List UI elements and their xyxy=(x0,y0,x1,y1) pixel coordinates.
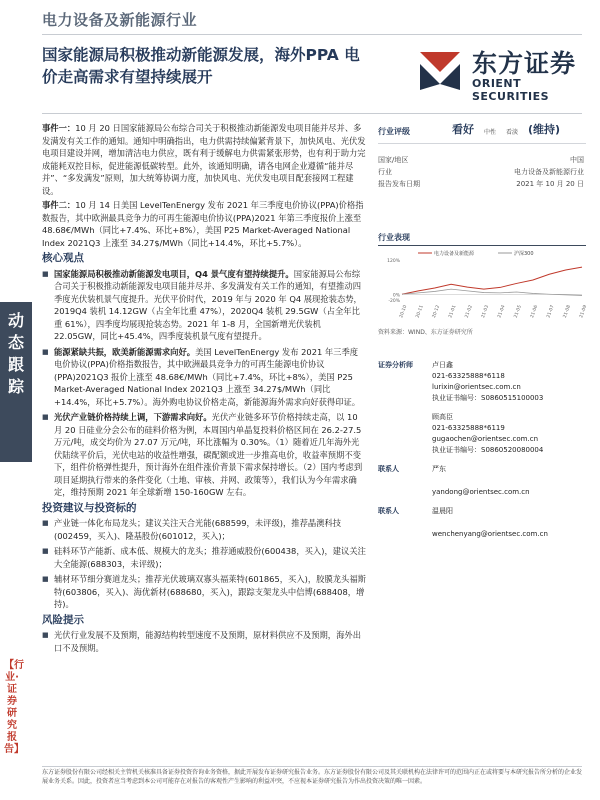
core-point-bold: 光伏产业链价格持续上调，下游需求向好。 xyxy=(54,412,212,422)
contact-role: 联系人 xyxy=(378,465,399,473)
chart-x-tick: 21-04 xyxy=(497,304,507,319)
analyst-name: 顾高臣 xyxy=(432,413,453,421)
info-value: 2021 年 10 月 20 日 xyxy=(516,180,584,188)
info-row xyxy=(378,154,586,166)
analyst-license: 执业证书编号：S0860515100003 xyxy=(432,394,544,402)
chart-x-tick: 20-10 xyxy=(399,304,409,319)
rating-row xyxy=(378,122,586,144)
logo-english: ORIENT SECURITIES xyxy=(472,77,550,103)
contact-name: 严东 xyxy=(432,465,446,473)
event-two-label: 事件二： xyxy=(42,200,76,210)
core-point xyxy=(42,268,366,343)
info-key: 行业 xyxy=(378,168,392,176)
core-point-bold: 国家能源局积极推动新能源发电项目，Q4 景气度有望持续提升。 xyxy=(54,268,294,279)
analyst-block xyxy=(378,360,586,404)
logo-mark-icon xyxy=(416,44,464,94)
side-char-2: 态 xyxy=(7,333,24,352)
chart-x-tick: 21-09 xyxy=(579,304,589,319)
chart-x-tick: 21-08 xyxy=(562,304,572,319)
chart-x-tick: 21-06 xyxy=(530,304,540,319)
logo-chinese: 东方证券 xyxy=(472,49,577,78)
side-char-3: 跟 xyxy=(7,355,24,374)
invest-point: ■ 硅料环节产能新、成本低、规模大的龙头；推荐通威股份(600438，买入)，建议关注大全能源(688303，未评级)； xyxy=(42,545,366,570)
chart-legend-label: 沪深300 xyxy=(514,251,534,257)
rating-label: 行业评级 xyxy=(378,127,410,136)
side-tab-label xyxy=(0,310,32,398)
analyst-license: 执业证书编号：S0860520080004 xyxy=(432,446,544,454)
info-key: 报告发布日期 xyxy=(378,180,420,188)
chart-y-tick: -20% xyxy=(388,299,400,304)
invest-heading: 投资建议与投资标的 xyxy=(42,501,137,514)
contact-email[interactable]: wenchenyang@orientsec.com.cn xyxy=(432,530,548,538)
chart-x-tick: 20-11 xyxy=(415,304,425,319)
main-column xyxy=(42,122,366,657)
contact-email[interactable]: yandong@orientsec.com.cn xyxy=(432,488,530,496)
event-one-text: 10 月 20 日国家能源局公布综合司关于积极推动新能源发电项目能并尽并、多发满发有关工作的通知。通知中明确指出，电力供需持续偏紧背景下，加快风电、光伏发电项目建设并网，增加清洁电力供应，既有利于缓解电力供需紧张形势，也有利于助力完成能耗双控目标，促进能源低碳转型。此外，该通知明确，请各电网企业遵循“能并尽并”、“多发满发”原则，加大统筹协调力度，加快风电、光伏发电项目配套接网工程建设。 xyxy=(42,123,366,196)
disclaimer: 东方证券股份有限公司经相关主管机关核准具备证券投资咨询业务资格，据此开展发布证券研究报告业务。东方证券股份有限公司及其关联机构在法律许可的范围内正在或将要与本研究报告所分析的企业发展业务关系。因此，投资者应当考虑到本公司可能存在对报告的客观性产生影响的利益冲突，不应视本证券研究报告为作出投资决策的唯一因素。 xyxy=(42,769,583,785)
event-two xyxy=(42,199,366,249)
side-char-1: 动 xyxy=(7,311,24,330)
analyst-role: 证券分析师 xyxy=(378,361,413,369)
info-row xyxy=(378,166,586,178)
risk-point: ■ 光伏行业发展不及预期，能源结构转型速度不及预期，原材料供应不及预期，海外出口不及预期。 xyxy=(42,629,366,654)
core-point-text: 光伏产业链多环节价格持续走高，以 10 月 20 日硅业分会公布的硅料价格为例，本周国内单晶复投料价格区间在 26.2-27.5 万元/吨，成交均价为 27.07 万元/吨，环比涨幅为 0.30%。（1）随着近几年海外光伏陆续平价后，光伏电站的收益性增强，碳配额或进一步推高电价，收益率预期不变下，组件价格弹性提升，预计海外在组件涨价背景下需求保持增长。（2）国内考虑到项目延期执行带来的条件变化（土地、审核、并网、政策等），我们认为今年需求确定，维持预期 2021 年全球新增 150-160GW 左右。 xyxy=(54,412,363,497)
chart-header xyxy=(378,230,586,246)
info-row xyxy=(378,178,586,190)
analyst-phone: 021-63325888*6119 xyxy=(432,424,505,432)
core-point-text: 美国 LevelTenEnergy 发布 2021 年三季度电价协议(PPA)价格指数报告，其中欧洲最具竞争力的可再生能源电价协议(PPA)2021Q3 报价上涨至 48.68€/MWh（同比+7.4%，环比+8%），美国 P25 Market-Averaged National Index 2021Q3 上涨至 34.27$/MWh（同比+14.4%，环比+5.7%）。海外购电协议价格走高，新能源海外需求向好获得印证。 xyxy=(54,346,361,407)
event-one xyxy=(42,122,366,197)
contact-name: 温晨阳 xyxy=(432,507,453,515)
side-tab xyxy=(0,302,32,462)
report-type-vertical: 【行业·证券研究报告】 xyxy=(4,660,24,755)
right-column xyxy=(378,122,586,190)
analyst-block xyxy=(378,412,586,456)
rating-neutral: 中性 xyxy=(484,129,497,136)
analyst-email[interactable]: gugaochen@orientsec.com.cn xyxy=(432,435,539,443)
chart-x-tick: 20-12 xyxy=(431,304,442,319)
event-two-text: 10 月 14 日美国 LevelTenEnergy 发布 2021 年三季度电价协议(PPA)价格指数报告，其中欧洲最具竞争力的可再生能源电价协议(PPA)2021 年第三季度报价上涨至 48.68€/MWh（同比+7.4%、环比+8%），美国 P25 Market-Averaged National Index 2021Q3 上涨至 34.27$/MWh（同比+14.4%，环比+5.7%）。 xyxy=(42,200,364,248)
chart-source: 资料来源：WIND、东方证券研究所 xyxy=(378,329,473,336)
core-point-text: 国家能源局公布综合司关于积极推动新能源发电项目能并尽并、多发满发有关工作的通知，有望推动四季度光伏装机景气度提升。光伏平价时代，2019 年与 2020 年 Q4 展现抢装态势，2019Q4 装机 14.12GW（占全年比重 47%），2020Q4 装机 29.5GW（占全年比重 61%），四季度均展现抢装态势。2021 年 1-8 月，全国新增光伏装机 22.05GW，同比+45.4%，四季度装机景气度有望提升。 xyxy=(54,268,362,341)
chart-y-tick: 0% xyxy=(392,293,400,299)
performance-chart xyxy=(378,248,589,320)
contact-role: 联系人 xyxy=(378,507,399,515)
chart-series-line xyxy=(402,267,582,294)
chart-x-tick: 21-03 xyxy=(480,304,491,319)
analyst-name: 卢日鑫 xyxy=(432,361,453,369)
invest-point: ■ 辅材环节细分赛道龙头；推荐光伏玻璃双寡头福莱特(601865，买入)，胶膜龙头福斯特(603806，买入)、海优新材(688680，买入)，跟踪支架龙头中信博(688408，增持)。 xyxy=(42,573,366,611)
contact-block xyxy=(378,464,586,498)
info-value: 电力设备及新能源行业 xyxy=(514,168,584,176)
chart-y-tick: 120% xyxy=(387,259,400,264)
side-char-4: 踪 xyxy=(7,377,24,396)
contact-block xyxy=(378,506,586,540)
footer-divider xyxy=(42,766,582,767)
analyst-email[interactable]: lurixin@orientsec.com.cn xyxy=(432,383,521,391)
info-value: 中国 xyxy=(570,156,584,164)
chart-x-tick: 21-05 xyxy=(513,304,523,319)
orient-securities-logo xyxy=(416,42,586,103)
rating-negative: 看淡 xyxy=(506,129,519,136)
chart-x-tick: 21-01 xyxy=(448,304,458,319)
event-one-label: 事件一： xyxy=(42,123,76,133)
core-point-bold: 能源紧缺共振，欧美新能源需求向好。 xyxy=(54,346,196,357)
header-divider xyxy=(42,113,582,114)
rating-maintain: (维持) xyxy=(528,123,561,136)
info-key: 国家/地区 xyxy=(378,156,409,164)
top-divider xyxy=(42,34,582,35)
core-heading: 核心观点 xyxy=(42,252,84,264)
chart-x-tick: 21-02 xyxy=(464,304,474,319)
chart-header-label: 行业表现 xyxy=(378,233,410,242)
analyst-list xyxy=(378,360,586,548)
rating-main: 看好 xyxy=(452,123,474,136)
analyst-phone: 021-63325888*6118 xyxy=(432,372,505,380)
risk-heading: 风险提示 xyxy=(42,613,84,626)
core-point xyxy=(42,411,366,499)
invest-point: ■ 产业链一体化布局龙头；建议关注天合光能(688599，未评级)，推荐晶澳科技(002459，买入)、隆基股份(601012，买入)； xyxy=(42,517,366,542)
sector-title: 电力设备及新能源行业 xyxy=(42,11,198,29)
chart-x-tick: 21-07 xyxy=(546,304,556,319)
report-title: 国家能源局积极推动新能源发展，海外PPA 电价走高需求有望持续展开 xyxy=(42,46,360,86)
core-point xyxy=(42,346,366,409)
chart-legend-label: 电力设备及新能源 xyxy=(434,251,475,257)
